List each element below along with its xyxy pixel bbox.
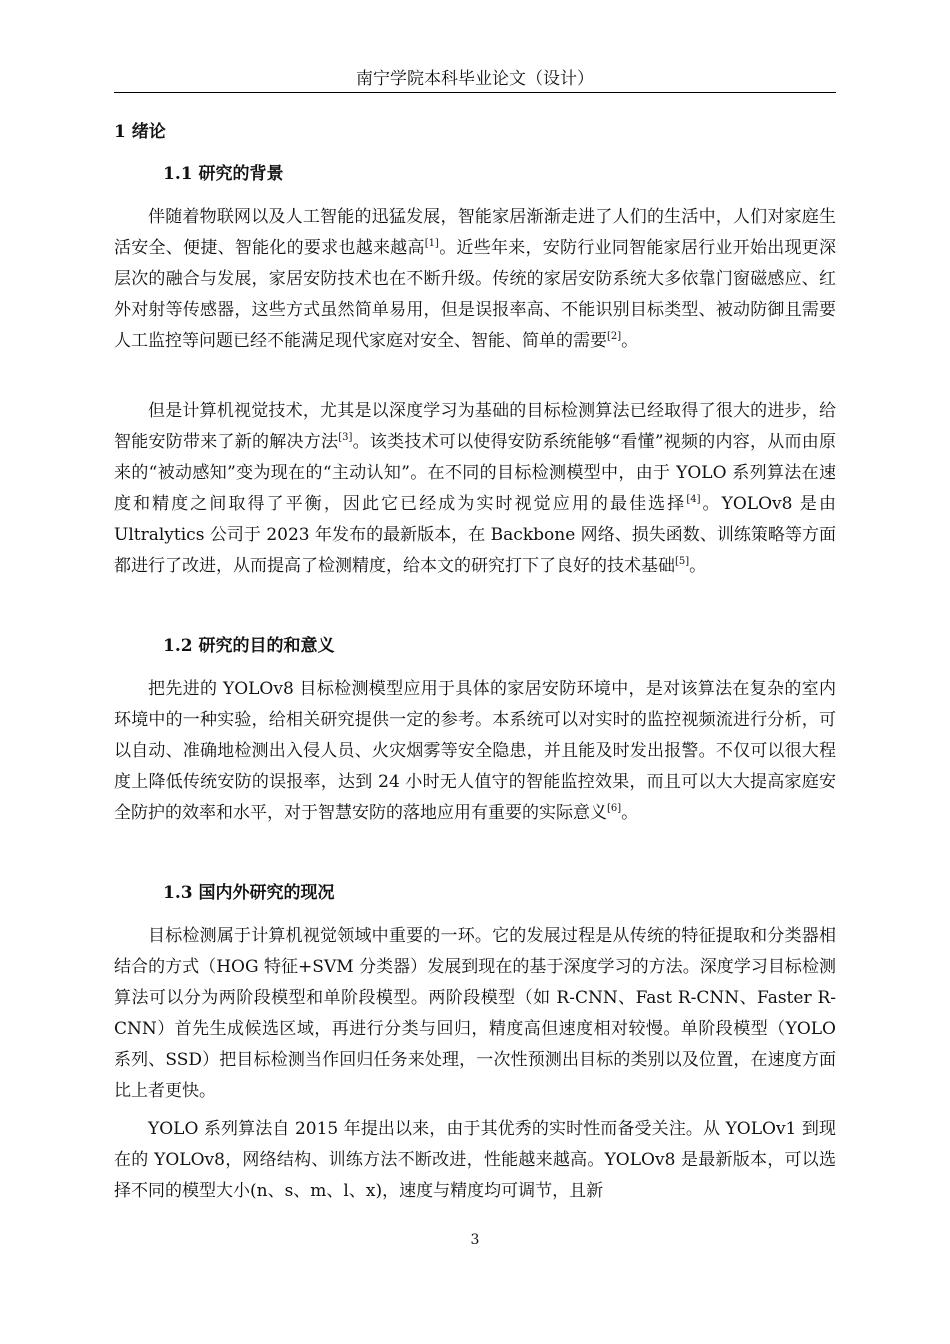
citation-ref: [6] <box>607 803 622 814</box>
paragraph-background-1: 伴随着物联网以及人工智能的迅猛发展，智能家居渐渐走进了人们的生活中，人们对家庭生活安全、便捷、智能化的要求也越来越高[1]。近些年来，安防行业同智能家居行业开始出现更深层次的融合与发展，家居安防技术也在不断升级。传统的家居安防系统大多依靠门窗磁感应、红外对射等传感器，这些方式虽然简单易用，但是误报率高、不能识别目标类型、被动防御且需要人工监控等问题已经不能满足现代家庭对安全、智能、简单的需要[2]。 <box>114 207 837 351</box>
citation-ref: [2] <box>607 331 622 342</box>
paragraph-research-status-2: YOLO 系列算法自 2015 年提出以来，由于其优秀的实时性而备受关注。从 YOLOv1 到现在的 YOLOv8，网络结构、训练方法不断改进，性能越来越高。YOLOv8 是最新版本，可以选择不同的模型大小(n、s、m、l、x)，速度与精度均可调节，且新 <box>114 1119 836 1201</box>
section-title-1-1: 1.1 研究的背景 <box>163 164 284 184</box>
paragraph-background-2: 但是计算机视觉技术，尤其是以深度学习为基础的目标检测算法已经取得了很大的进步，给智能安防带来了新的解决方法[3]。该类技术可以使得安防系统能够“看懂”视频的内容，从而由原来的“被动感知”变为现在的“主动认知”。在不同的目标检测模型中，由于 YOLO 系列算法在速度和精度之间取得了平衡，因此它已经成为实时视觉应用的最佳选择[4]。YOLOv8 是由 Ultralytics 公司于 2023 年发布的最新版本，在 Backbone 网络、损失函数、训练策略等方面都进行了改进，从而提高了检测精度，给本文的研究打下了良好的技术基础[5]。 <box>114 401 837 576</box>
section-title-1-3: 1.3 国内外研究的现况 <box>163 883 335 903</box>
section-title-1-2: 1.2 研究的目的和意义 <box>163 636 335 656</box>
chapter-title: 1 绪论 <box>114 122 166 142</box>
page-number: 3 <box>470 1232 480 1248</box>
paragraph-research-status-1: 目标检测属于计算机视觉领域中重要的一环。它的发展过程是从传统的特征提取和分类器相结合的方式（HOG 特征+SVM 分类器）发展到现在的基于深度学习的方法。深度学习目标检测算法可以分为两阶段模型和单阶段模型。两阶段模型（如 R-CNN、Fast R-CNN、Faster R-CNN）首先生成候选区域，再进行分类与回归，精度高但速度相对较慢。单阶段模型（YOLO 系列、SSD）把目标检测当作回归任务来处理，一次性预测出目标的类别以及位置，在速度方面比上者更快。 <box>114 926 836 1101</box>
page-header: 南宁学院本科毕业论文（设计） <box>114 66 836 93</box>
citation-ref: [5] <box>675 556 690 567</box>
citation-ref: [3] <box>338 432 353 443</box>
paragraph-purpose: 把先进的 YOLOv8 目标检测模型应用于具体的家居安防环境中，是对该算法在复杂的室内环境中的一种实验，给相关研究提供一定的参考。本系统可以对实时的监控视频流进行分析，可以自动、准确地检测出入侵人员、火灾烟雾等安全隐患，并且能及时发出报警。不仅可以很大程度上降低传统安防的误报率，达到 24 小时无人值守的智能监控效果，而且可以大大提高家庭安全防护的效率和水平，对于智慧安防的落地应用有重要的实际意义[6]。 <box>114 679 836 823</box>
citation-ref: [4] <box>686 494 701 505</box>
citation-ref: [1] <box>424 238 439 249</box>
